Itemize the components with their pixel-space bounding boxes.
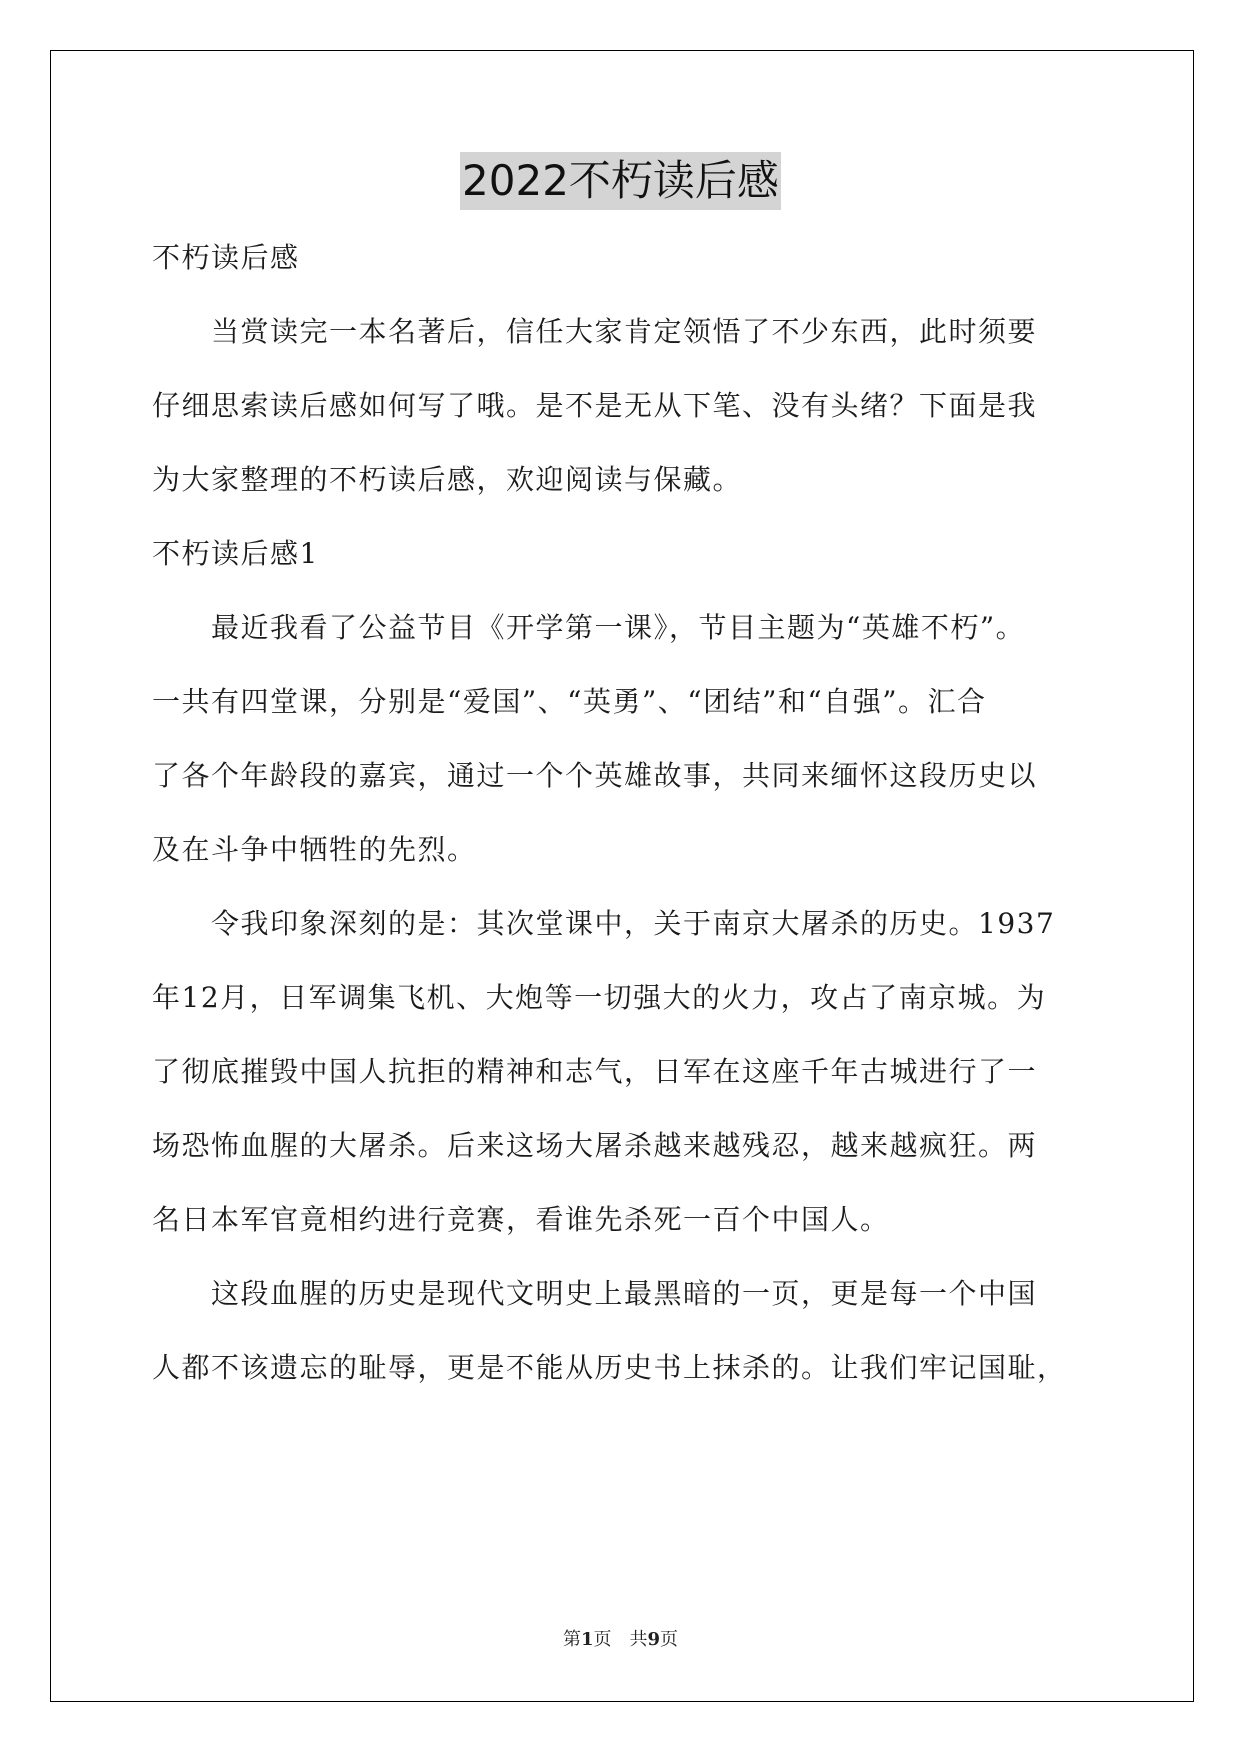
current-page-number: 1 (580, 1629, 594, 1650)
footer-prefix: 第 (562, 1629, 581, 1650)
text-line: 为大家整理的不朽读后感，欢迎阅读与保藏。 (152, 463, 743, 496)
text-line: 仔细思索读后感如何写了哦。是不是无从下笔、没有头绪？下面是我 (152, 389, 1038, 422)
document-title: 2022不朽读后感 (460, 152, 781, 210)
page-border (50, 50, 1194, 1702)
text-line: 年12月，日军调集飞机、大炮等一切强大的火力，攻占了南京城。为 (152, 981, 1047, 1014)
text-line: 当赏读完一本名著后，信任大家肯定领悟了不少东西，此时须要 (152, 315, 1038, 348)
text-line: 人都不该遗忘的耻辱，更是不能从历史书上抹杀的。让我们牢记国耻， (152, 1351, 1067, 1384)
text-line: 名日本军官竟相约进行竞赛，看谁先杀死一百个中国人。 (152, 1203, 890, 1236)
subtitle: 不朽读后感 (152, 241, 300, 274)
title-container (0, 152, 1241, 210)
total-pages-number: 9 (647, 1629, 661, 1650)
text-line: 这段血腥的历史是现代文明史上最黑暗的一页，更是每一个中国 (152, 1277, 1038, 1310)
text-line: 及在斗争中牺牲的先烈。 (152, 833, 477, 866)
footer-suffix: 页 (660, 1629, 679, 1650)
text-line: 最近我看了公益节目《开学第一课》，节目主题为“英雄不朽”。 (152, 611, 1026, 644)
text-line: 了各个年龄段的嘉宾，通过一个个英雄故事，共同来缅怀这段历史以 (152, 759, 1038, 792)
text-line: 场恐怖血腥的大屠杀。后来这场大屠杀越来越残忍，越来越疯狂。两 (152, 1129, 1038, 1162)
text-line: 一共有四堂课，分别是“爱国”、“英勇”、“团结”和“自强”。汇合 (152, 685, 987, 718)
footer-middle: 页 共 (593, 1629, 648, 1650)
page-footer (0, 1628, 1241, 1652)
text-line: 了彻底摧毁中国人抗拒的精神和志气，日军在这座千年古城进行了一 (152, 1055, 1038, 1088)
text-line: 令我印象深刻的是：其次堂课中，关于南京大屠杀的历史。1937 (152, 907, 1056, 940)
section-heading: 不朽读后感1 (152, 537, 319, 570)
